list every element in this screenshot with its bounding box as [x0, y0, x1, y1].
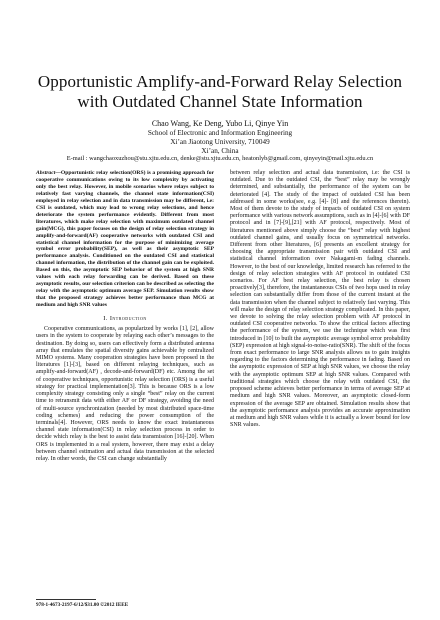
abstract	[36, 170, 214, 309]
intro-paragraph-right: between relay selection and actual data transmission, i.e: the CSI is outdated. Due to the outdated CSI, the “best” relay may be wrongly determined, and substantially, the performance of the system can be deteriorated [4]. The study of the impact of outdated CSI has been addressed in some works(see, e.g. [4]- [8] and the references therein). Most of them devote to the study of impacts of outdated CSI on system performance with various network assumptions, such as in [4]-[6] with DF protocol and in [7]-[9],[21] with AF protocol, respectively. Most of literatures mentioned above simply choose the “best” relay with highest outdated channel gains, and usually focus on symmetrical networks. Different from other literatures, [6] presents an excellent strategy for choosing the appropriate transmission pair with outdated CSI and statistical channel information over Nakagami-m fading channels. However, to the best of our knowledge, limited research has referred to the design of relay selection strategies with AF protocol in outdated CSI scenarios. For AF best relay selection, the best relay is chosen proactively[3], therefore, the instantaneous CSIs of two hops used in relay selection can substantially differ from those of the current instant at the data transmission when the channel subject to relatively fast varying. This will make the design of relay selection strategy complicated. In this paper, we devote to solving the relay selection problem with AF protocol in outdated CSI cooperative networks. To show the critical factors affecting the performance of the system, we use the technique which was first introduced in [10] to built the asymptotic average symbol error probability (SEP) expression at high signal-to-noise-ratio(SNR). The shift of the focus from exact performance to large SNR analysis allows us to gain insights regarding to the factors determining the performance in fading. Based on the asymptotic expression of SEP at high SNR values, we choose the relay with the asymptotic optimum SEP at high SNR values. Compared with traditional strategies which choose the relay with outdated CSI, the proposed scheme achieves better performance in terms of average SEP at medium and high SNR values. Moreover, an asymptotic closed-form expression of the average SEP are obtained. Simulation results show that the asymptotic performance analysis provides an accurate approximation at medium and high SNR values while it is actually a lower bound for low SNR values.	[230, 170, 410, 429]
title-line-2: with Outdated Channel State Information	[77, 92, 363, 111]
affiliation-line-2: Xi’an Jiaotong University, 710049	[170, 138, 270, 146]
paper-title	[30, 72, 410, 112]
footer-rule	[36, 599, 96, 600]
author-names: Chao Wang, Ke Deng, Yubo Li, Qinye Yin	[151, 119, 289, 128]
affiliation-line-1: School of Electronic and Information Engineering	[147, 129, 293, 137]
author-emails: E-mail : wangchaoxuzhou@stu.xjtu.edu.cn, denke@stu.xjtu.edu.cn, heatonlyb@gmail.com, qinyeyin@mail.xjtu.edu.cn	[66, 155, 374, 162]
abstract-body: —Opportunistic relay selection(ORS) is a promising approach for cooperative communications owing to its low complexity by activating only the best relay. However, in mobile scenarios where relays subject to relatively fast varying channels, the channel state information(CSI) employed in relay selection and in data transmission may be different, i.e: CSI is outdated, which may lead to wrong relay selections, and hence deteriorate the system performance evidently. Different from most literatures, which make relay selection with maximum outdated channel gain(MCG), this paper focuses on the design of relay selection strategy in amplify-and-forward(AF) cooperative networks with outdated CSI and statistical channel information for the purpose of minimizing average symbol error probability(SEP), as well as their asymptotic SEP performance analysis. Conditioned on the outdated CSI and statistical channel information, the distribution of the channel gain can be exploited. Based on this, the asymptotic SEP behavior of the system at high SNR values with each relay forwarding can be derived. Based on these asymptotic results, our selection criterion can be described as selecting the relay with the asymptotic optimum average SEP. Simulation results show that the proposed strategy achieves better performance than MCG at medium and high SNR values	[36, 170, 214, 309]
intro-paragraph-left: Cooperative communications, as popularized by works [1], [2], allow users in the system to cooperate by relaying each other’s messages to the destination. By doing so, users can effectively form a distributed antenna array that emulates the spatial diversity gains achievable by centralized MIMO systems. Many cooperation strategies have been proposed in the literatures [1]-[3], based on different relaying techniques, such as amplify-and-forward(AF) , decode-and-forward(DF) etc. Among the set of cooperative techniques, opportunistic relay selection (ORS) is a useful strategy for practical implementation[3]. This is because ORS is a low complexity strategy consisting only a single “best” relay on the current time to retransmit data with either AF or DF strategy, avoiding the need of multi-source synchronization (needed by most distributed space-time coding schemes) and reducing the power consumption of the terminals[4]. However, ORS needs to know the exact instantaneous channel state information(CSI) in relay selection process in order to decide which relay is the best to assist data transmission [16]-[20]. When ORS is implemented in a real system, however, there may exist a delay between channel estimation and actual data transmission at the selected relay. In other words, the CSI can change substantially	[36, 326, 214, 462]
copyright-footer: 978-1-4673-2197-6/12/$31.00 ©2012 IEEE	[36, 602, 129, 608]
affiliation-line-3: Xi’an, China	[201, 147, 239, 155]
section-heading-introduction: I. Introduction	[103, 315, 147, 323]
author-block	[30, 118, 410, 156]
title-line-1: Opportunistic Amplify-and-Forward Relay Selection	[37, 72, 403, 91]
right-column	[230, 170, 410, 429]
left-column	[36, 170, 214, 463]
abstract-lead: Abstract	[36, 170, 56, 176]
